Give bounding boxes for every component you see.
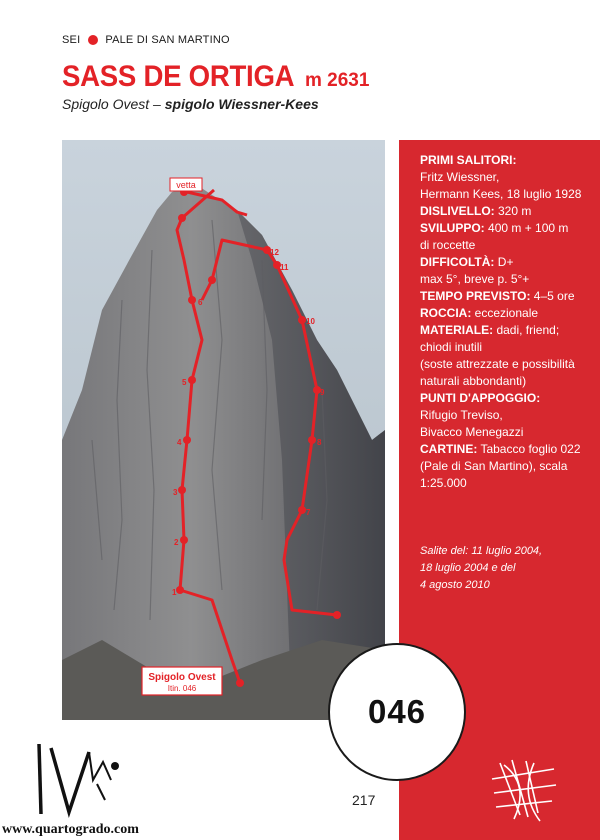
quartogrado-logo-icon: [33, 740, 123, 825]
info-row: DISLIVELLO: 320 m: [420, 204, 532, 218]
route-topo: [62, 140, 385, 720]
info-row: DIFFICOLTÀ: D+: [420, 255, 514, 269]
info-row: Hermann Kees, 18 luglio 1928: [420, 187, 582, 201]
itinerary-label: Itin. 046: [167, 684, 197, 693]
info-row: PUNTI D'APPOGGIO:: [420, 391, 541, 405]
belay-number: 3: [173, 488, 178, 497]
itinerary-number: 046: [367, 693, 427, 730]
route-name-bold: spigolo Wiessner-Kees: [164, 96, 319, 112]
belay-number: 6: [198, 298, 203, 307]
info-row: 1:25.000: [420, 476, 467, 490]
website-link[interactable]: www.quartogrado.com: [2, 822, 139, 837]
date-line: Salite del: 11 luglio 2004,: [420, 545, 543, 557]
info-row: chiodi inutili: [420, 340, 483, 354]
route-info: [420, 152, 592, 492]
info-row: MATERIALE: dadi, friend;: [420, 323, 560, 337]
date-line: 18 luglio 2004 e del: [420, 562, 516, 574]
info-row: CARTINE: Tabacco foglio 022: [420, 442, 581, 456]
info-row: Rifugio Treviso,: [420, 408, 503, 422]
info-row: SVILUPPO: 400 m + 100 m: [420, 221, 569, 235]
page-number: 217: [352, 792, 376, 808]
decorative-net-icon: [490, 755, 560, 830]
info-row: PRIMI SALITORI:: [420, 153, 517, 167]
belay-number: 12: [270, 248, 279, 257]
route-name: Spigolo Ovest –: [62, 96, 161, 112]
climb-dates: [420, 543, 580, 594]
info-row: (soste attrezzate e possibilità: [420, 357, 575, 371]
belay-number: 7: [306, 508, 311, 517]
belay-number: 1: [172, 588, 177, 597]
route-label: Spigolo Ovest: [148, 672, 216, 683]
belay-number: 10: [306, 317, 315, 326]
breadcrumb: [62, 34, 230, 46]
page-title: [62, 60, 369, 94]
info-row: TEMPO PREVISTO: 4–5 ore: [420, 289, 575, 303]
summit-label: vetta: [176, 180, 196, 190]
peak-altitude: m 2631: [304, 70, 370, 91]
mountain-photo: [62, 140, 385, 720]
breadcrumb-subgroup: PALE DI SAN MARTINO: [105, 34, 230, 46]
route-subtitle: [62, 96, 319, 112]
info-row: ROCCIA: eccezionale: [420, 306, 539, 320]
info-row: Bivacco Menegazzi: [420, 425, 524, 439]
itinerary-badge: [328, 643, 466, 781]
belay-number: 4: [177, 438, 182, 447]
date-line: 4 agosto 2010: [420, 579, 490, 591]
belay-number: 11: [280, 263, 289, 272]
info-row: naturali abbondanti): [420, 374, 527, 388]
belay-number: 2: [174, 538, 179, 547]
belay-number: 9: [320, 388, 325, 397]
info-row: Fritz Wiessner,: [420, 170, 500, 184]
info-row: max 5°, breve p. 5°+: [420, 272, 530, 286]
peak-name: SASS DE ORTIGA: [62, 60, 295, 93]
belay-number: 5: [182, 378, 187, 387]
info-row: (Pale di San Martino), scala: [420, 459, 568, 473]
belay-number: 8: [317, 438, 322, 447]
red-dot-icon: [88, 35, 98, 45]
info-row: di roccette: [420, 238, 476, 252]
breadcrumb-group: SEI: [62, 34, 81, 46]
